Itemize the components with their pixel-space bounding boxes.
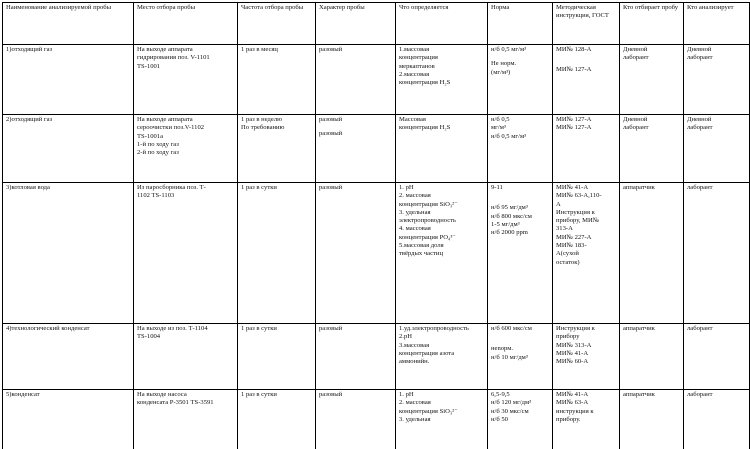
cell-line: 1.массовая: [399, 46, 430, 53]
cell-line: 2)отходящий газ: [6, 116, 53, 123]
cell-line: сероочистки поз.V-1102: [137, 124, 205, 132]
cell-line: 9-11: [491, 184, 503, 191]
cell-line: разовый: [319, 325, 343, 332]
cell-line: 1 раз в сутки: [241, 391, 277, 398]
analyst-cell: [684, 45, 750, 115]
cell-line: прибору.: [556, 415, 581, 423]
sample-name-cell: [3, 45, 134, 115]
cell-line: 5.массовая доля: [399, 242, 444, 250]
cell-line: 1. pH: [399, 184, 414, 191]
cell-line: концентрация H₂S: [399, 124, 451, 132]
cell-line: н/б 800 мкс/см: [491, 212, 532, 220]
header-cell: Наименование анализируемой пробы: [3, 3, 134, 45]
method-cell: [553, 390, 620, 449]
frequency-cell: [238, 183, 316, 324]
cell-line: МИ№ 227-А: [556, 233, 592, 241]
sample-place-cell: [134, 390, 238, 449]
cell-line: Массовая: [399, 116, 426, 123]
cell-line: А(сухой: [556, 250, 579, 258]
cell-line: н/б 0,5 мг/м³: [491, 132, 527, 140]
cell-line: лаборант: [687, 325, 713, 332]
sampler-cell: [620, 183, 684, 324]
cell-line: 2. массовая: [399, 192, 431, 200]
determined-parameter-cell: [396, 183, 488, 324]
sample-name-cell: [3, 183, 134, 324]
cell-line: н/б 30 мкс/см: [491, 407, 529, 415]
sample-name-cell: [3, 115, 134, 183]
cell-line: МИ№ 41-А: [556, 349, 589, 357]
table-row: [3, 45, 750, 115]
cell-line: МИ№ 127-А: [556, 66, 592, 74]
cell-line: 1 раз в сутки: [241, 184, 277, 191]
cell-line: 313-А: [556, 225, 573, 233]
cell-line: н/б 10 мг/дм³: [491, 353, 528, 361]
cell-line: разовый: [319, 391, 343, 398]
analyst-cell: [684, 390, 750, 449]
cell-line: лаборант: [623, 124, 649, 132]
cell-line: н/б 50: [491, 415, 508, 423]
cell-line: 1-й по ходу газ: [137, 140, 179, 148]
cell-line: лаборант: [623, 54, 649, 62]
method-cell: [553, 324, 620, 390]
sample-place-cell: [134, 115, 238, 183]
cell-line: разовый: [319, 184, 343, 191]
method-cell: [553, 183, 620, 324]
frequency-cell: [238, 324, 316, 390]
cell-line: Дневной: [623, 116, 648, 123]
analyst-cell: [684, 183, 750, 324]
cell-line: Дневной: [687, 116, 712, 123]
cell-line: МИ№ 41-А: [556, 184, 589, 191]
table-row: [3, 390, 750, 449]
sampler-cell: [620, 45, 684, 115]
cell-line: 1 раз в месяц: [241, 46, 278, 53]
cell-line: TS-1001а: [137, 132, 164, 140]
sample-name-cell: [3, 324, 134, 390]
cell-line: электропроводность: [399, 217, 457, 225]
determined-parameter-cell: [396, 390, 488, 449]
cell-line: TS-1001: [137, 62, 161, 70]
cell-line: аппаратчик: [623, 325, 655, 332]
cell-line: МИ№ 183-: [556, 242, 587, 250]
cell-line: концентрация H₂S: [399, 79, 451, 87]
table-body: [3, 45, 750, 449]
table-row: [3, 183, 750, 324]
cell-line: гидрирования поз. V-1101: [137, 54, 210, 62]
cell-line: МИ№ 60-А: [556, 358, 589, 366]
frequency-cell: [238, 45, 316, 115]
cell-line: По требованию: [241, 124, 285, 132]
cell-line: 1 раз в сутки: [241, 325, 277, 332]
sample-place-cell: [134, 45, 238, 115]
cell-line: МИ№ 41-А: [556, 391, 589, 398]
cell-line: МИ№ 128-А: [556, 46, 592, 53]
header-cell: Норма: [488, 3, 553, 45]
cell-line: н/б 120 мг/дм³: [491, 399, 532, 407]
cell-line: МИ№ 63-А,110-: [556, 192, 602, 200]
cell-line: концентрация SiO₃²⁻: [399, 200, 458, 208]
analyst-cell: [684, 115, 750, 183]
cell-line: прибору: [556, 333, 580, 341]
header-cell: Частота отбора пробы: [238, 3, 316, 45]
cell-line: прибору, МИ№: [556, 217, 600, 225]
cell-line: аммонийн.: [399, 358, 430, 366]
determined-parameter-cell: [396, 115, 488, 183]
cell-line: мг/м³: [491, 124, 506, 132]
sample-place-cell: [134, 324, 238, 390]
cell-line: твёрдых частиц: [399, 250, 443, 258]
cell-line: 1-5 мг/дм³: [491, 220, 520, 228]
cell-line: TS-1004: [137, 333, 161, 341]
sample-kind-cell: [316, 115, 396, 183]
header-cell: Кто отбирает пробу: [620, 3, 684, 45]
cell-line: н/б 2000 ppm: [491, 229, 528, 237]
sample-name-cell: [3, 390, 134, 449]
determined-parameter-cell: [396, 45, 488, 115]
cell-line: Инструкция к: [556, 325, 595, 332]
cell-line: А: [556, 200, 561, 208]
cell-line: н/б 95 мг/дм³: [491, 204, 528, 212]
cell-line: 4)технологический конденсат: [6, 325, 90, 332]
sample-kind-cell: [316, 390, 396, 449]
header-cell: Методическая инструкция, ГОСТ: [553, 3, 620, 45]
cell-line: МИ№ 127-А: [556, 124, 592, 132]
method-cell: [553, 115, 620, 183]
cell-line: 2.массовая: [399, 70, 430, 78]
frequency-cell: [238, 390, 316, 449]
norm-cell: [488, 390, 553, 449]
cell-line: меркаптанов: [399, 62, 435, 70]
cell-line: (мг/м³): [491, 68, 511, 76]
norm-cell: [488, 183, 553, 324]
analyst-cell: [684, 324, 750, 390]
cell-line: 3)котловая вода: [6, 184, 50, 191]
norm-cell: [488, 45, 553, 115]
cell-line: Дневной: [623, 46, 648, 53]
cell-line: аппаратчик: [623, 391, 655, 398]
cell-line: 6,5-9,5: [491, 391, 510, 398]
cell-line: н/б 0,5: [491, 116, 510, 123]
cell-line: 1.уд.электропроводность: [399, 325, 469, 332]
cell-line: Из паросборника поз. Т-: [137, 184, 206, 191]
cell-line: 1)отходящий газ: [6, 46, 53, 53]
cell-line: МИ№ 63-А: [556, 399, 589, 407]
cell-line: разовый: [319, 46, 343, 53]
cell-line: концентрация PO₄³⁻: [399, 233, 456, 241]
cell-line: МИ№ 313-А: [556, 341, 592, 349]
cell-line: 1. pH: [399, 391, 414, 398]
cell-line: Инструкция к: [556, 208, 595, 216]
cell-line: н/б 600 мкс/см: [491, 325, 532, 332]
cell-line: 1 раз в неделю: [241, 116, 283, 123]
sampler-cell: [620, 115, 684, 183]
cell-line: Дневной: [687, 46, 712, 53]
cell-line: На выходе аппарата: [137, 46, 193, 53]
header-cell: Место отбора пробы: [134, 3, 238, 45]
sample-kind-cell: [316, 183, 396, 324]
header-cell: Кто анализирует: [684, 3, 750, 45]
sample-kind-cell: [316, 324, 396, 390]
frequency-cell: [238, 115, 316, 183]
table-header-row: [3, 3, 750, 45]
cell-line: разовый: [319, 116, 343, 123]
cell-line: нenорм.: [491, 345, 514, 353]
cell-line: 4. массовая: [399, 225, 431, 233]
cell-line: аппаратчик: [623, 184, 655, 191]
cell-line: концентрация: [399, 54, 438, 62]
norm-cell: [488, 115, 553, 183]
cell-line: концентрация SiO₃²⁻: [399, 407, 458, 415]
table-row: [3, 115, 750, 183]
header-cell: Характер пробы: [316, 3, 396, 45]
cell-line: На выходе аппарата: [137, 116, 193, 123]
cell-line: концентрация азота: [399, 349, 455, 357]
cell-line: лаборант: [687, 184, 713, 191]
cell-line: Не норм.: [491, 60, 517, 68]
cell-line: 3. удельная: [399, 415, 431, 423]
cell-line: инструкция к: [556, 407, 594, 415]
sampler-cell: [620, 324, 684, 390]
cell-line: 3. удельная: [399, 208, 431, 216]
cell-line: МИ№ 127-А: [556, 116, 592, 123]
cell-line: лаборант: [687, 124, 713, 132]
cell-line: На выходе насоса: [137, 391, 187, 398]
cell-line: лаборант: [687, 391, 713, 398]
cell-line: 3.массовая: [399, 341, 430, 349]
cell-line: 2. массовая: [399, 399, 431, 407]
sampler-cell: [620, 390, 684, 449]
cell-line: разовый: [319, 130, 343, 138]
method-cell: [553, 45, 620, 115]
table-row: [3, 324, 750, 390]
sampling-table: [2, 2, 750, 449]
header-cell: Что определяется: [396, 3, 488, 45]
cell-line: остаток): [556, 258, 580, 266]
cell-line: конденсата Р-3501 TS-3591: [137, 399, 214, 407]
determined-parameter-cell: [396, 324, 488, 390]
cell-line: 5)конденсат: [6, 391, 40, 398]
cell-line: н/б 0,5 мг/м³: [491, 46, 527, 53]
cell-line: 1102 TS-1103: [137, 192, 175, 200]
cell-line: На выходе из поз. Т-1104: [137, 325, 208, 332]
norm-cell: [488, 324, 553, 390]
cell-line: 2.pH: [399, 333, 413, 341]
sample-kind-cell: [316, 45, 396, 115]
cell-line: 2-й по ходу газ: [137, 149, 179, 157]
cell-line: лаборант: [687, 54, 713, 62]
sample-place-cell: [134, 183, 238, 324]
